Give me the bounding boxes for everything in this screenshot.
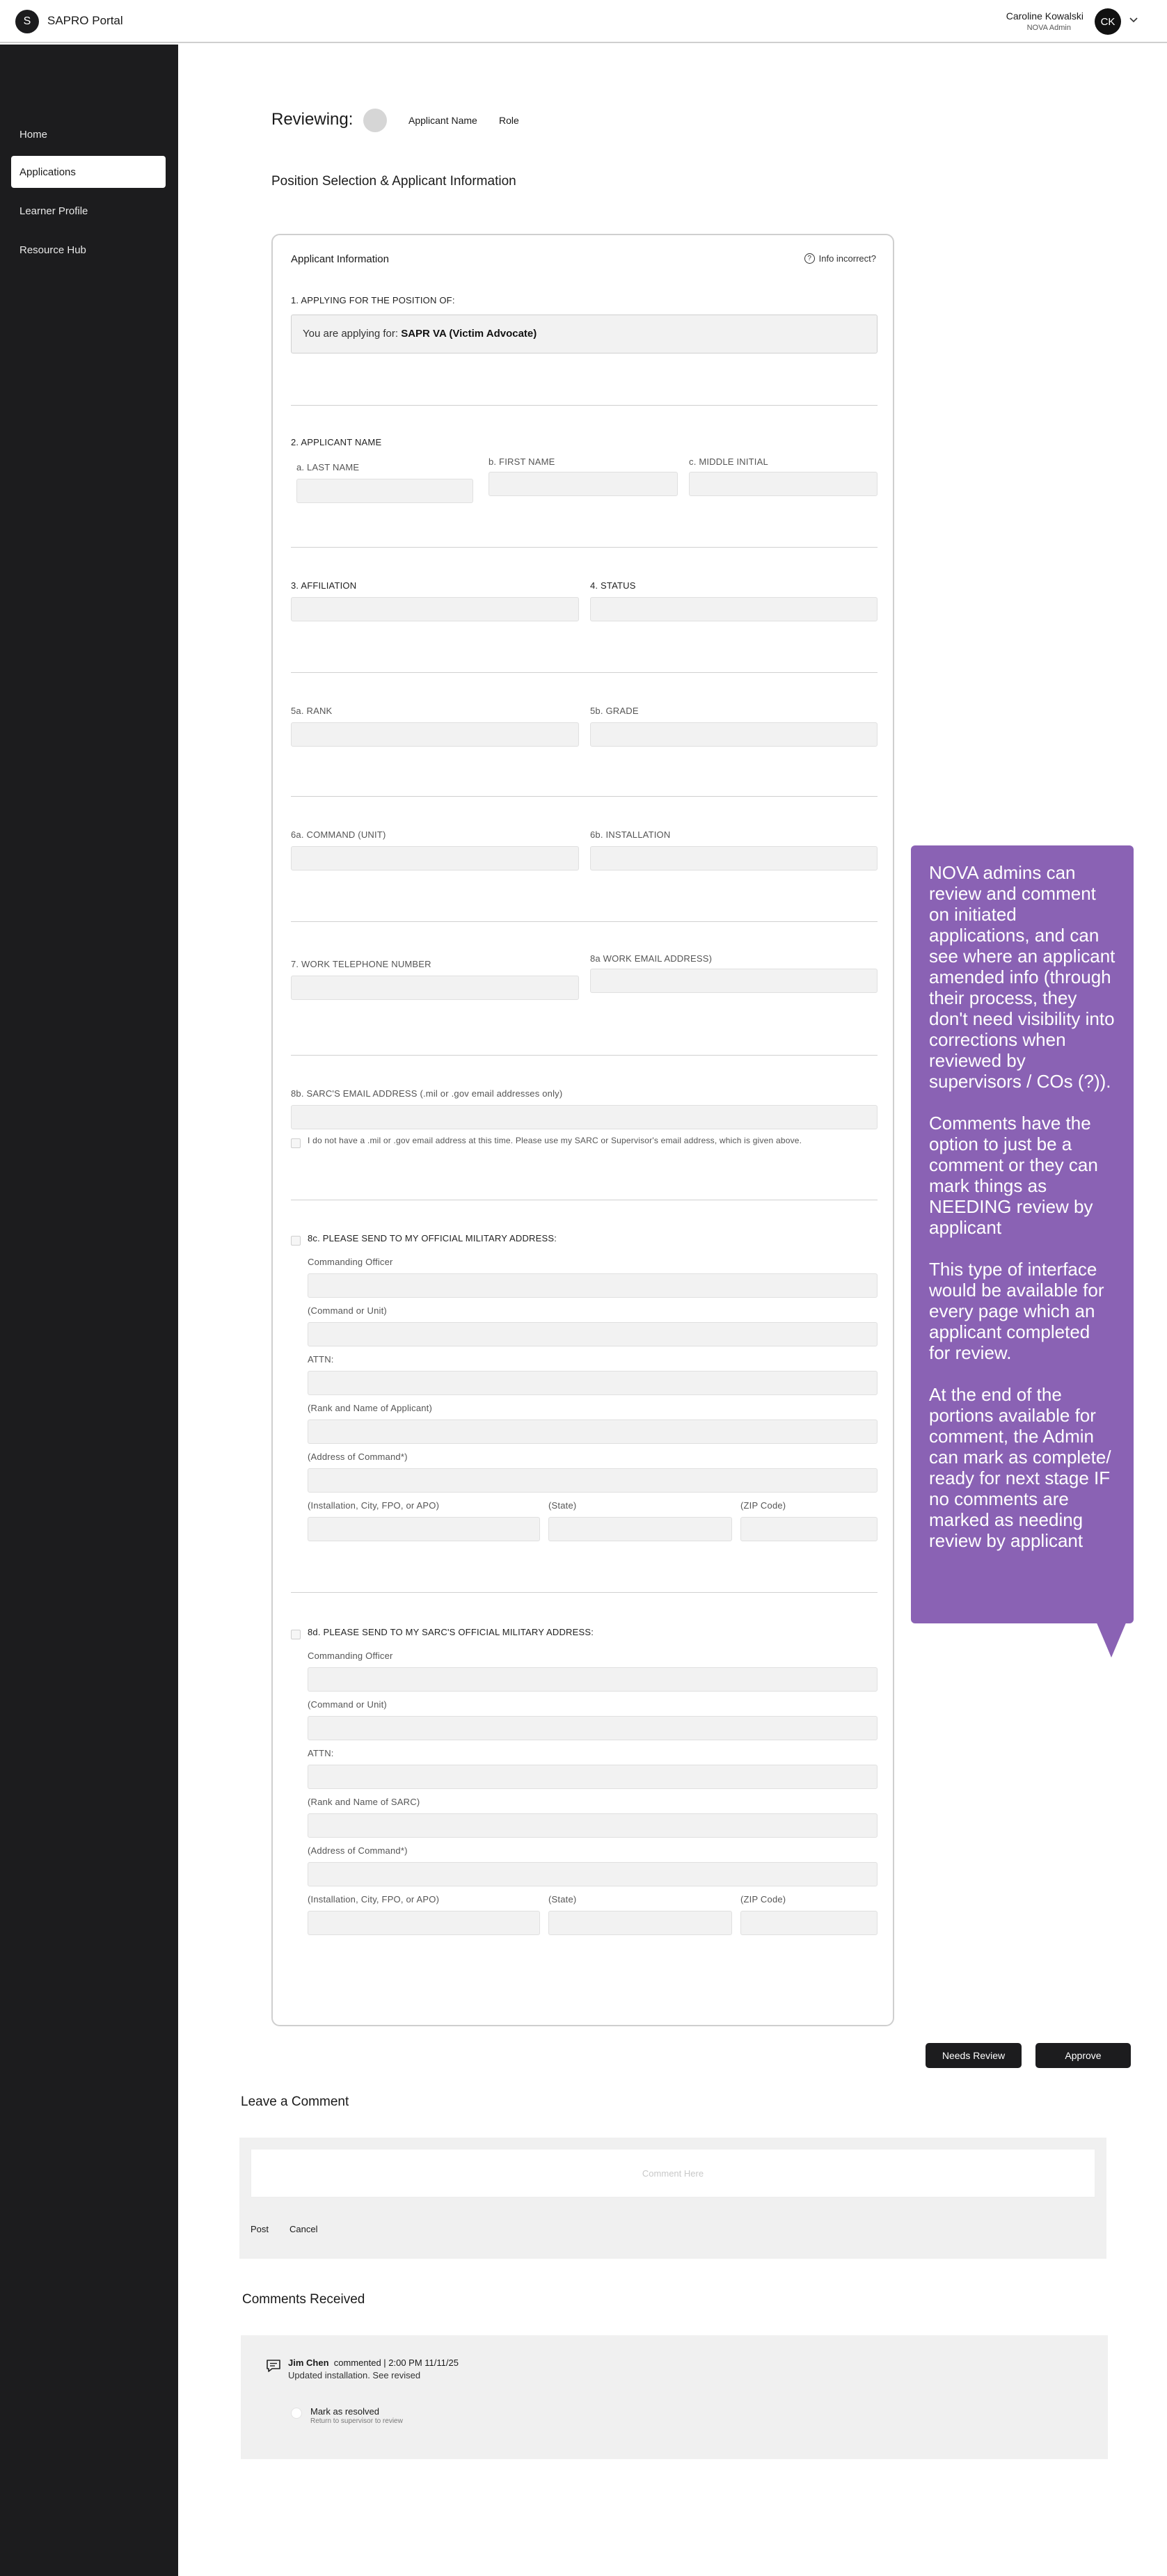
card-title: Applicant Information: [291, 253, 389, 265]
user-role: NOVA Admin: [1026, 24, 1071, 32]
status-label: 4. STATUS: [590, 580, 636, 591]
sarc-rank-name-label: (Rank and Name of SARC): [308, 1797, 420, 1807]
sidebar-item-resource-hub[interactable]: Resource Hub: [19, 244, 86, 256]
note-paragraph: NOVA admins can review and comment on initiated applications, and can see where an applicant amended info (through their process, they don't need visibility into corrections when reviewed by supervisors / COs (?)).: [929, 862, 1116, 1092]
approve-button[interactable]: Approve: [1035, 2043, 1131, 2068]
applicant-info-card: [271, 234, 894, 2026]
applicant-name: Applicant Name: [408, 115, 477, 126]
sarc-address-of-command-input[interactable]: [308, 1862, 878, 1886]
divider: [291, 405, 878, 406]
affiliation-input[interactable]: [291, 597, 579, 621]
q1-label: 1. APPLYING FOR THE POSITION OF:: [291, 295, 455, 305]
commanding-officer-input[interactable]: [308, 1273, 878, 1298]
sarc-attn-input[interactable]: [308, 1765, 878, 1789]
cancel-button[interactable]: Cancel: [289, 2224, 318, 2234]
mark-resolved-label: Mark as resolved: [310, 2406, 379, 2417]
sarc-command-or-unit-label: (Command or Unit): [308, 1699, 387, 1710]
annotation-note-tail: [1096, 1621, 1127, 1657]
sarc-commanding-officer-input[interactable]: [308, 1667, 878, 1692]
first-name-label: b. FIRST NAME: [489, 456, 555, 467]
post-button[interactable]: Post: [251, 2224, 269, 2234]
applying-prefix: You are applying for:: [303, 328, 399, 340]
sarc-rank-name-input[interactable]: [308, 1813, 878, 1838]
applying-position-box: [291, 315, 878, 353]
note-paragraph: This type of interface would be available for every page which an applicant completed for review.: [929, 1259, 1104, 1363]
sarc-city-input[interactable]: [308, 1911, 540, 1935]
sarc-zip-input[interactable]: [740, 1911, 878, 1935]
user-avatar[interactable]: CK: [1095, 8, 1121, 35]
comments-received-panel: [241, 2335, 1108, 2459]
comment-icon: [266, 2359, 281, 2373]
work-phone-label: 7. WORK TELEPHONE NUMBER: [291, 959, 431, 969]
divider: [291, 1592, 878, 1593]
sarc-command-or-unit-input[interactable]: [308, 1716, 878, 1740]
sidebar: [0, 45, 178, 2576]
comment-panel: [239, 2138, 1106, 2259]
sarc-email-input[interactable]: [291, 1105, 878, 1129]
commanding-officer-label: Commanding Officer: [308, 1257, 393, 1267]
no-mil-email-checkbox[interactable]: [291, 1138, 301, 1148]
chevron-down-icon[interactable]: [1128, 14, 1139, 25]
sarc-commanding-officer-label: Commanding Officer: [308, 1651, 393, 1661]
installation-label: 6b. INSTALLATION: [590, 829, 671, 840]
address-of-command-label: (Address of Command*): [308, 1452, 408, 1462]
city-label: (Installation, City, FPO, or APO): [308, 1500, 440, 1511]
official-address-label: 8c. PLEASE SEND TO MY OFFICIAL MILITARY ADDRESS:: [308, 1233, 557, 1243]
note-paragraph: Comments have the option to just be a comment or they can mark things as NEEDING review by applicant: [929, 1113, 1098, 1238]
work-phone-input[interactable]: [291, 976, 579, 1000]
comments-received-title: Comments Received: [242, 2292, 365, 2307]
divider: [291, 921, 878, 922]
sidebar-item-home[interactable]: Home: [19, 129, 48, 141]
sarc-address-label: 8d. PLEASE SEND TO MY SARC'S OFFICIAL MILITARY ADDRESS:: [308, 1627, 594, 1637]
comment-meta: commented | 2:00 PM 11/11/25: [333, 2358, 459, 2368]
last-name-label: a. LAST NAME: [296, 462, 360, 472]
rank-input[interactable]: [291, 722, 579, 747]
sidebar-item-learner-profile[interactable]: Learner Profile: [19, 205, 88, 217]
top-bar: [0, 0, 1167, 43]
first-name-input[interactable]: [489, 472, 678, 496]
sarc-attn-label: ATTN:: [308, 1748, 334, 1758]
zip-label: (ZIP Code): [740, 1500, 786, 1511]
grade-label: 5b. GRADE: [590, 706, 639, 716]
sarc-state-label: (State): [548, 1894, 577, 1905]
address-of-command-input[interactable]: [308, 1468, 878, 1493]
sarc-address-of-command-label: (Address of Command*): [308, 1845, 408, 1856]
annotation-note: [911, 845, 1134, 1623]
app-logo[interactable]: S: [15, 10, 39, 33]
mark-resolved-radio[interactable]: [291, 2408, 302, 2419]
last-name-input[interactable]: [296, 479, 473, 503]
sarc-zip-label: (ZIP Code): [740, 1894, 786, 1905]
reviewing-label: Reviewing:: [271, 110, 354, 129]
middle-initial-input[interactable]: [689, 472, 878, 496]
divider: [291, 1055, 878, 1056]
leave-comment-title: Leave a Comment: [241, 2094, 349, 2109]
question-icon: ?: [804, 253, 815, 264]
city-input[interactable]: [308, 1517, 540, 1541]
status-input[interactable]: [590, 597, 878, 621]
info-incorrect-label: Info incorrect?: [818, 253, 876, 264]
sidebar-item-applications[interactable]: Applications: [11, 156, 166, 188]
command-unit-label: 6a. COMMAND (UNIT): [291, 829, 386, 840]
divider: [291, 672, 878, 673]
rank-name-applicant-input[interactable]: [308, 1420, 878, 1444]
user-name: Caroline Kowalski: [1006, 10, 1083, 22]
info-incorrect-link[interactable]: [804, 253, 876, 264]
mark-resolved-sublabel: Return to supervisor to review: [310, 2417, 403, 2425]
comment-author: Jim Chen: [288, 2358, 329, 2368]
note-paragraph: At the end of the portions available for comment, the Admin can mark as complete/ ready for next stage IF no comments are marked as needing review by applicant: [929, 1384, 1111, 1551]
affiliation-label: 3. AFFILIATION: [291, 580, 357, 591]
state-label: (State): [548, 1500, 577, 1511]
work-email-input[interactable]: [590, 969, 878, 993]
command-or-unit-input[interactable]: [308, 1322, 878, 1346]
divider: [291, 796, 878, 797]
applying-position: SAPR VA (Victim Advocate): [401, 328, 537, 340]
needs-review-button[interactable]: Needs Review: [926, 2043, 1022, 2068]
rank-name-applicant-label: (Rank and Name of Applicant): [308, 1403, 433, 1413]
middle-initial-label: c. MIDDLE INITIAL: [689, 456, 768, 467]
work-email-label: 8a WORK EMAIL ADDRESS): [590, 953, 713, 964]
zip-input[interactable]: [740, 1517, 878, 1541]
attn-input[interactable]: [308, 1371, 878, 1395]
sarc-state-input[interactable]: [548, 1911, 732, 1935]
command-or-unit-label: (Command or Unit): [308, 1305, 387, 1316]
divider: [291, 547, 878, 548]
no-mil-email-label: I do not have a .mil or .gov email address at this time. Please use my SARC or Supervisor's email address, which is given above.: [308, 1136, 802, 1145]
sarc-email-label: 8b. SARC'S EMAIL ADDRESS (.mil or .gov email addresses only): [291, 1088, 563, 1099]
sarc-address-checkbox[interactable]: [291, 1630, 301, 1639]
command-unit-input[interactable]: [291, 846, 579, 870]
comment-author-line: [288, 2358, 459, 2368]
app-title: SAPRO Portal: [47, 14, 123, 27]
q2-label: 2. APPLICANT NAME: [291, 437, 382, 447]
applicant-role: Role: [499, 115, 519, 126]
rank-label: 5a. RANK: [291, 706, 333, 716]
installation-input[interactable]: [590, 846, 878, 870]
attn-label: ATTN:: [308, 1354, 334, 1365]
comment-text: Updated installation. See revised: [288, 2370, 421, 2380]
state-input[interactable]: [548, 1517, 732, 1541]
applicant-avatar: [363, 109, 387, 132]
comment-input[interactable]: Comment Here: [251, 2149, 1095, 2197]
page-title: Position Selection & Applicant Information: [271, 174, 516, 189]
sarc-city-label: (Installation, City, FPO, or APO): [308, 1894, 440, 1905]
official-address-checkbox[interactable]: [291, 1236, 301, 1246]
grade-input[interactable]: [590, 722, 878, 747]
